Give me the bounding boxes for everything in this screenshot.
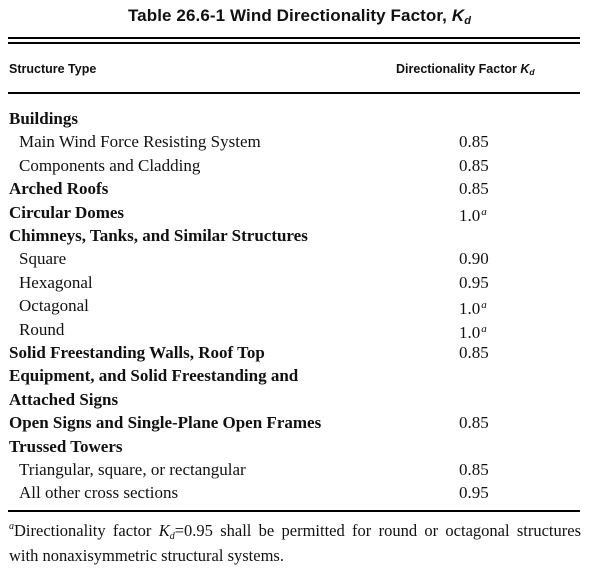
structure-type-cell: Open Signs and Single-Plane Open Frames [9,413,322,433]
directionality-factor-cell [459,177,489,200]
structure-type-cell: Chimneys, Tanks, and Similar Structures [9,226,308,245]
table-row [9,458,589,481]
factor-value: 0.95 [459,483,489,503]
directionality-factor-cell [459,458,489,481]
structure-type-cell: Main Wind Force Resisting System [19,132,261,152]
footnote-reference: a [481,299,487,312]
table-row [9,388,589,411]
directionality-factor-cell [459,341,489,364]
directionality-factor-cell [459,130,489,153]
footnote-reference: a [481,322,487,335]
table-row [9,130,589,153]
table-row [9,201,589,224]
factor-value: 0.95 [459,272,489,292]
table-row [9,411,589,434]
factor-value: 0.85 [459,179,489,199]
directionality-factor-cell [459,481,489,504]
table-row [9,318,589,341]
directionality-factor-cell [459,318,487,344]
column-header-factor-text: Directionality Factor [396,62,517,76]
table-row [9,247,589,270]
factor-value: 1.0 [459,322,481,342]
bottom-rule [8,510,580,512]
column-header-factor-symbol: K [520,62,530,76]
footnote-subscript: d [169,531,175,542]
structure-type-cell: All other cross sections [19,483,179,503]
table-row [9,294,589,317]
directionality-factor-cell [459,154,489,177]
factor-value: 0.90 [459,249,489,269]
title-subscript: d [464,15,472,27]
structure-type-cell: Buildings [9,109,78,128]
footnote-reference: a [481,205,487,218]
footnote-symbol: K [158,521,170,540]
directionality-factor-cell [459,201,487,227]
column-header-structure-type: Structure Type [9,62,97,76]
factor-value: 1.0 [459,205,481,225]
directionality-factor-cell [459,247,489,270]
structure-type-cell: Round [19,319,65,339]
structure-type-cell: Solid Freestanding Walls, Roof Top [9,343,265,362]
title-symbol: K [451,6,465,25]
structure-type-cell: Arched Roofs [9,179,109,199]
table-title-text: Table 26.6-1 Wind Directionality Factor, [127,6,447,25]
column-header-factor-subscript: d [529,67,535,77]
factor-value: 0.85 [459,460,489,479]
factor-value: 0.85 [459,413,489,433]
structure-type-cell: Triangular, square, or rectangular [19,460,246,479]
directionality-factor-cell [459,294,487,320]
table-row [9,177,589,200]
factor-value: 0.85 [459,155,489,175]
factor-value: 0.85 [459,132,489,152]
structure-type-cell: Attached Signs [9,389,119,409]
table-row [9,271,589,294]
factor-value: 1.0 [459,299,481,319]
structure-type-cell: Trussed Towers [9,436,123,456]
structure-type-cell: Circular Domes [9,202,125,222]
table-footnote [9,517,581,565]
table-row [9,481,589,504]
structure-type-cell: Hexagonal [19,272,93,292]
structure-type-cell: Octagonal [19,296,89,316]
table-row [9,364,589,387]
table-row [9,224,589,247]
table-row [9,341,589,364]
factor-value: 0.85 [459,343,489,362]
footnote-marker: a [9,521,14,532]
table-row [9,435,589,458]
structure-type-cell: Square [19,249,67,269]
table-row [9,107,589,130]
structure-type-cell: Components and Cladding [19,155,201,175]
table-body [9,0,589,571]
table-row [9,154,589,177]
directionality-factor-cell [459,411,489,434]
footnote-text-after: =0.95 shall be permitted for round or octagonal structures with nonaxisymmetric structural systems. [9,521,581,565]
directionality-factor-cell [459,271,489,294]
footnote-text-before: Directionality factor [14,521,152,540]
structure-type-cell: Equipment, and Solid Freestanding and [9,366,299,386]
